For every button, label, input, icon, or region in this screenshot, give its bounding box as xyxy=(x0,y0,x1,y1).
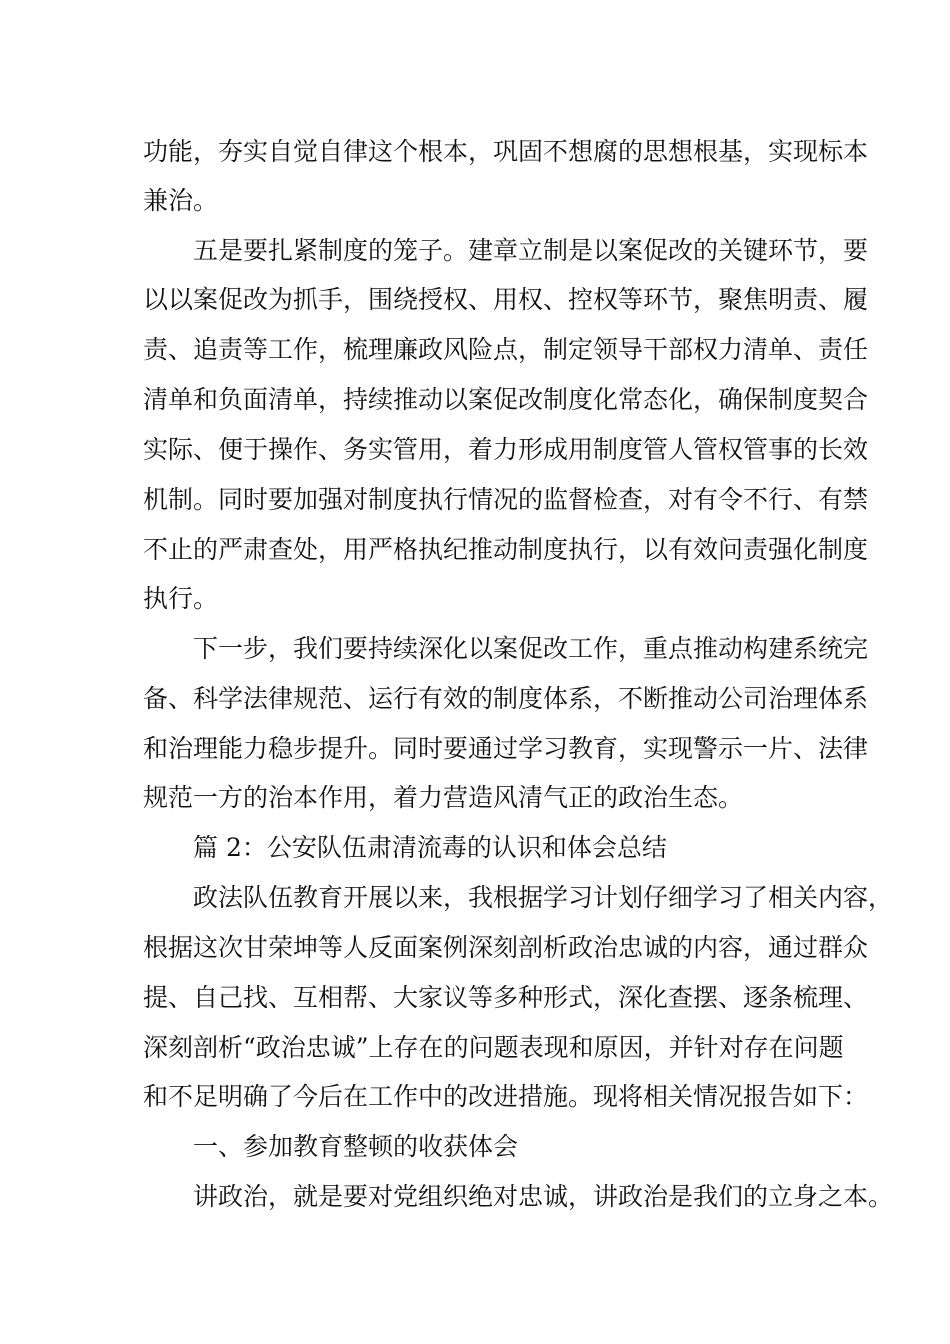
text-line: 政法队伍教育开展以来，我根据学习计划仔细学习了相关内容， xyxy=(143,883,894,912)
subsection-heading: 一、参加教育整顿的收获体会 xyxy=(143,1132,519,1161)
text-line: 和不足明确了今后在工作中的改进措施。现将相关情况报告如下： xyxy=(143,1082,869,1111)
text-line: 清单和负面清单，持续推动以案促改制度化常态化，确保制度契合 xyxy=(143,385,869,414)
text-line: 机制。同时要加强对制度执行情况的监督检查，对有令不行、有禁 xyxy=(143,485,869,514)
text-line: 实际、便于操作、务实管用，着力形成用制度管人管权管事的长效 xyxy=(143,435,869,464)
text-line: 提、自己找、互相帮、大家议等多种形式，深化查摆、逐条梳理、 xyxy=(143,983,869,1012)
text-line: 规范一方的治本作用，着力营造风清气正的政治生态。 xyxy=(143,783,744,812)
text-line: 以以案促改为抓手，围绕授权、用权、控权等环节，聚焦明责、履 xyxy=(143,285,869,314)
text-line: 五是要扎紧制度的笼子。建章立制是以案促改的关键环节，要 xyxy=(143,236,869,265)
text-line: 备、科学法律规范、运行有效的制度体系，不断推动公司治理体系 xyxy=(143,684,869,713)
text-line: 功能，夯实自觉自律这个根本，巩固不想腐的思想根基，实现标本 xyxy=(143,137,869,166)
text-line: 执行。 xyxy=(143,584,219,613)
text-line: 讲政治，就是要对党组织绝对忠诚，讲政治是我们的立身之本。 xyxy=(143,1182,894,1211)
text-line: 不止的严肃查处，用严格执纪推动制度执行，以有效问责强化制度 xyxy=(143,535,869,564)
text-line: 和治理能力稳步提升。同时要通过学习教育，实现警示一片、法律 xyxy=(143,734,869,763)
text-line: 下一步，我们要持续深化以案促改工作，重点推动构建系统完 xyxy=(143,634,869,663)
text-line: 根据这次甘荣坤等人反面案例深刻剖析政治忠诚的内容，通过群众 xyxy=(143,933,869,962)
text-line: 深刻剖析“政治忠诚”上存在的问题表现和原因，并针对存在问题 xyxy=(143,1033,844,1062)
section-heading: 篇 2：公安队伍肃清流毒的认识和体会总结 xyxy=(143,833,667,862)
text-line: 兼治。 xyxy=(143,186,219,215)
text-line: 责、追责等工作，梳理廉政风险点，制定领导干部权力清单、责任 xyxy=(143,335,869,364)
